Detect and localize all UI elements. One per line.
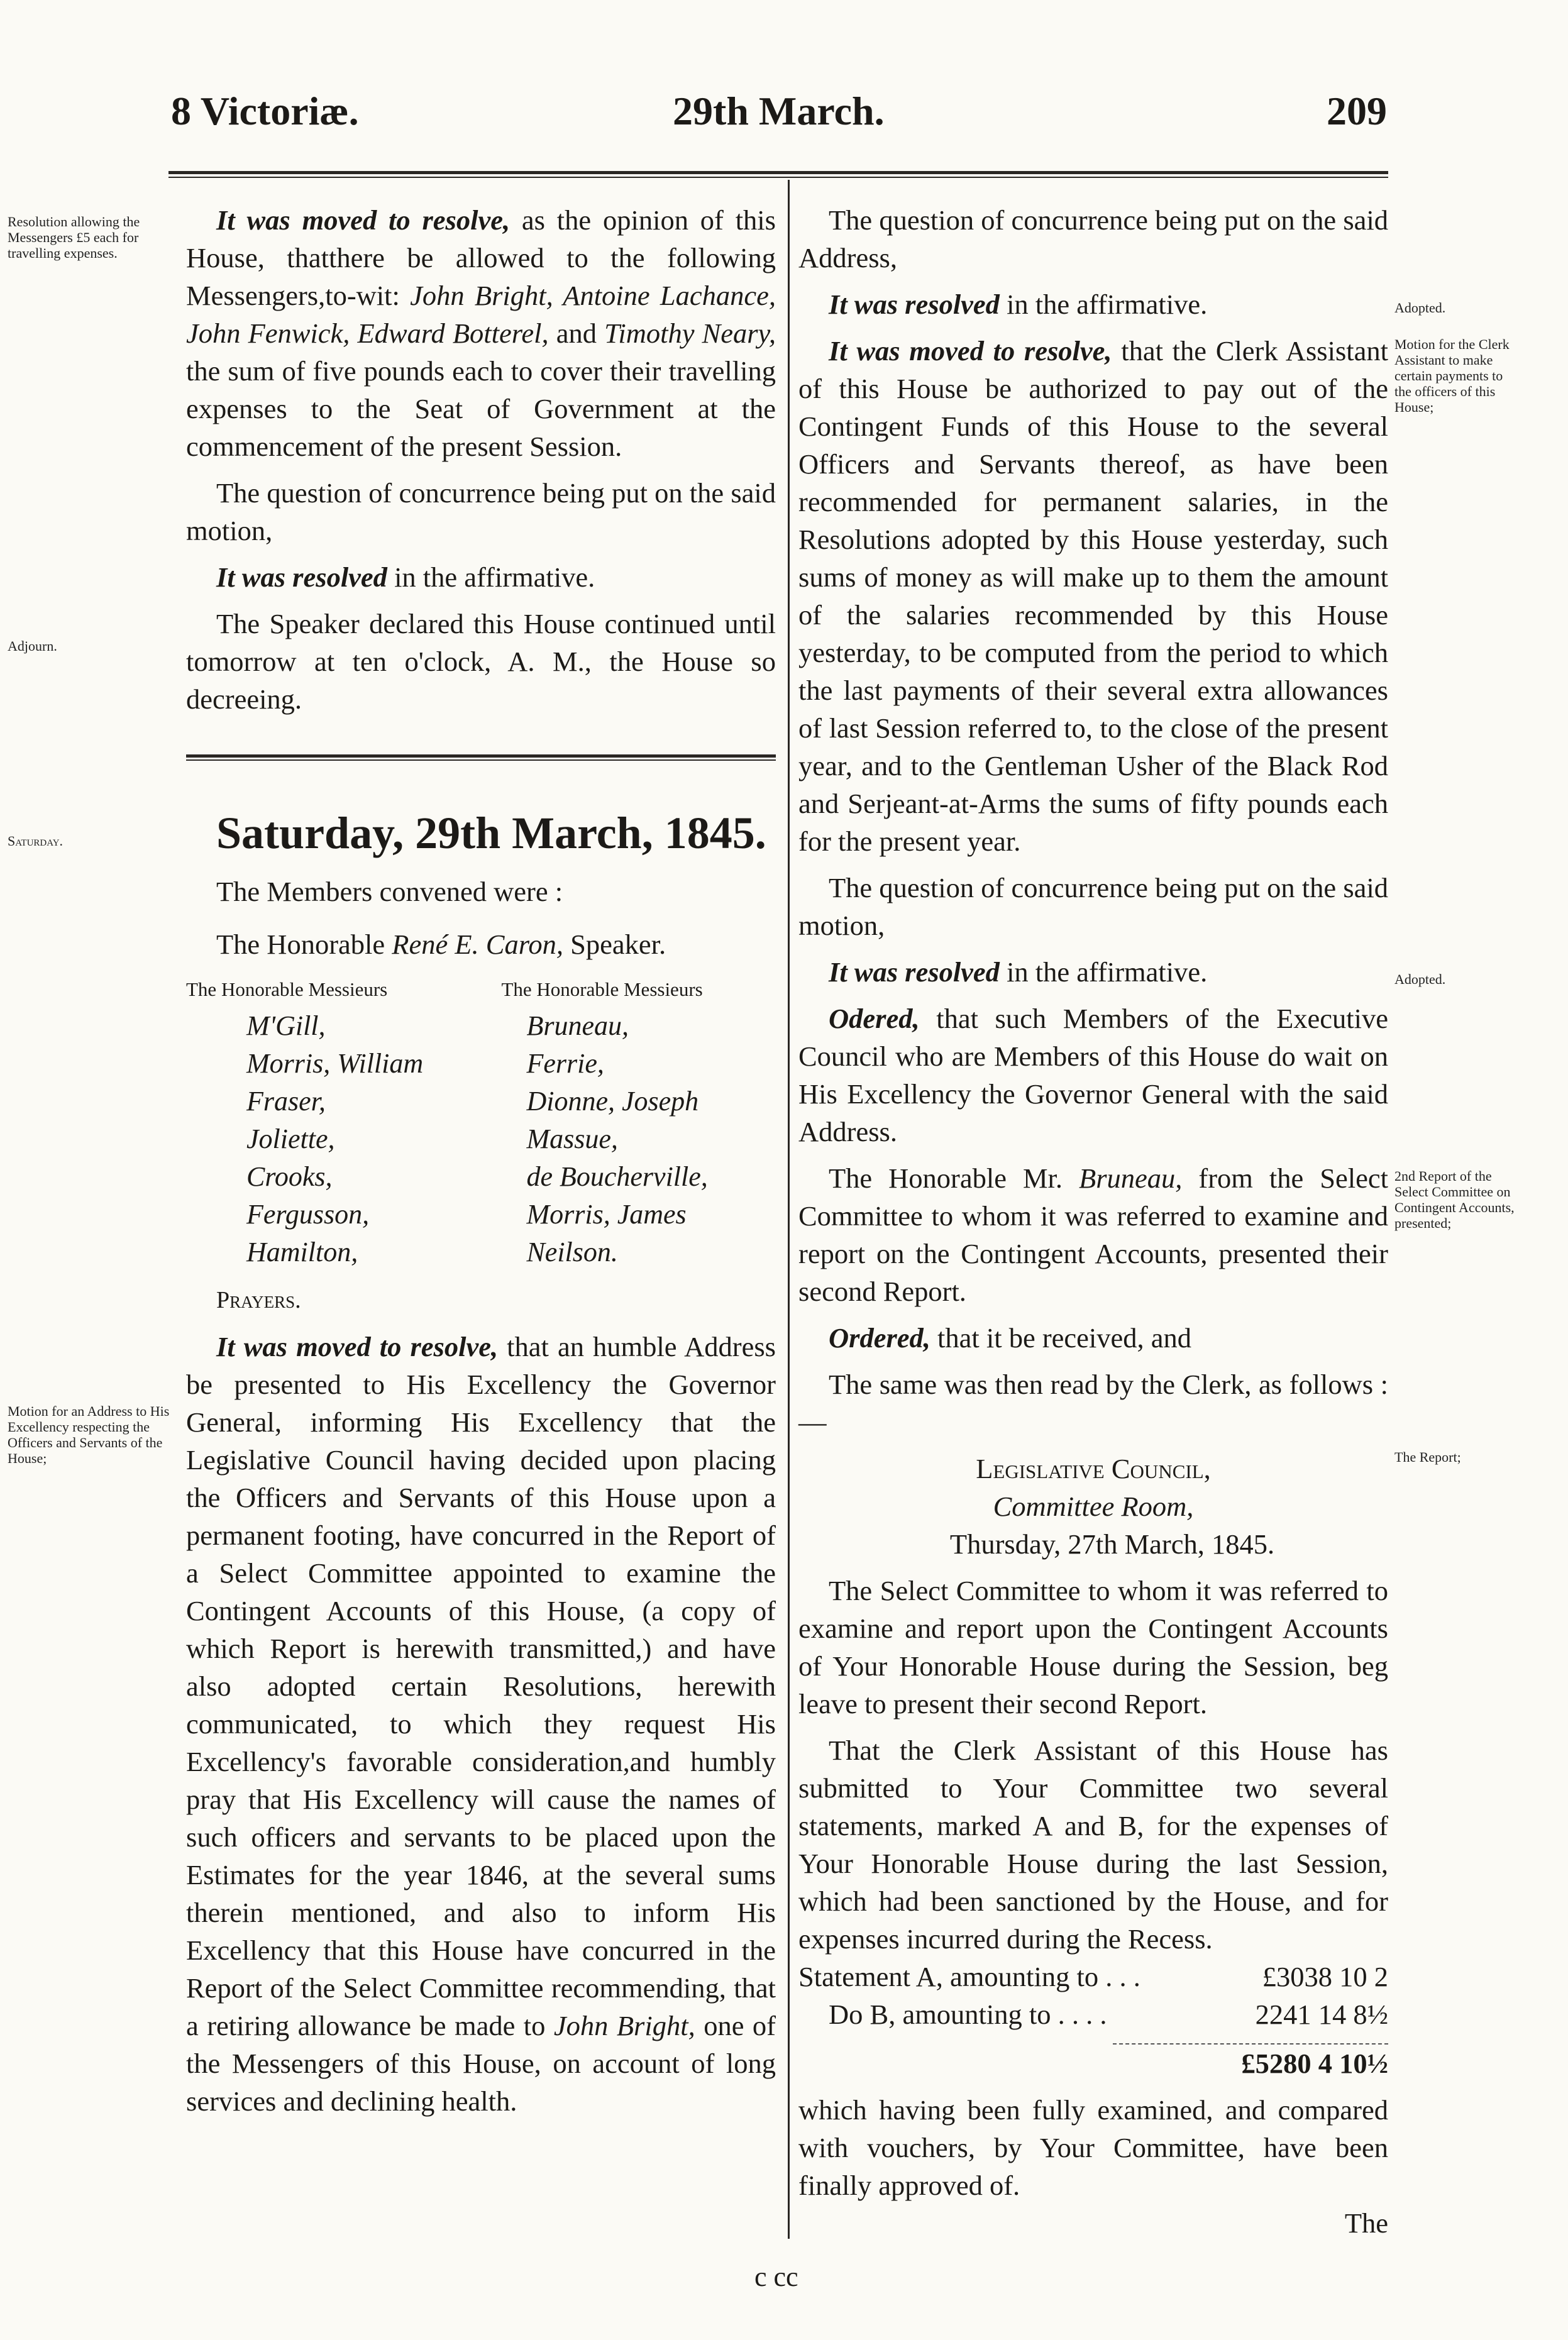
members-col-header-right: The Honorable Messieurs <box>501 978 703 1000</box>
left-column <box>186 201 776 2120</box>
statement-a-label: Statement A, amounting to . . . <box>798 1961 1140 1992</box>
margin-note-adopted-2: Adopted. <box>1394 971 1446 987</box>
concurrence-question-2: The question of concurrence being put on the said Address, <box>798 204 1388 273</box>
member-name: Dionne, Joseph <box>526 1086 699 1117</box>
executive-council-order: Odered, that such Members of the Executive Council who are Members of this House do wait on His Excellency the Governor General with the said Address. <box>798 1003 1388 1147</box>
signature-mark: c cc <box>754 2261 798 2292</box>
member-name: Bruneau, <box>526 1010 629 1041</box>
members-col-header-left: The Honorable Messieurs <box>186 978 388 1000</box>
resolved-1: It was resolved in the affirmative. <box>216 561 595 593</box>
clerk-payment-motion: It was moved to resolve, that the Clerk Assistant of this House be authorized to pay out of the Contingent Funds of this House to the several Officers and Servants thereof, as have been recommended for permanent salaries, in the Resolutions adopted by this House yesterday, such sums of money as will make up to them the amount of the salaries recommended by this House yesterday, to be computed from the period to which the last payments of their several extra allowances of last Session referred to, to the close of the present year, and to the Gentleman Usher of the Black Rod and Serjeant-at-Arms the sums of fifty pounds each for the present year. <box>798 335 1388 857</box>
statement-b-label: Do B, amounting to . . . . <box>829 1999 1107 2030</box>
right-column <box>798 201 1388 2242</box>
member-name: Fraser, <box>246 1086 326 1117</box>
running-head-date: 29th March. <box>673 89 885 133</box>
read-by-clerk: The same was then read by the Clerk, as follows :— <box>798 1369 1388 1438</box>
margin-note-clerk-motion: Motion for the Clerk Assistant to make certain payments to the officers of this House; <box>1394 336 1510 415</box>
concurrence-question-1: The question of concurrence being put on the said motion, <box>186 477 776 546</box>
members-convened: The Members convened were : <box>216 876 563 907</box>
member-name: Crooks, <box>246 1161 333 1192</box>
page-number: 209 <box>1327 89 1387 133</box>
resolved-3: It was resolved in the affirmative. <box>829 956 1208 988</box>
header-rule <box>168 171 1388 174</box>
member-name: Hamilton, <box>246 1237 358 1267</box>
margin-note-adjourn: Adjourn. <box>8 638 57 654</box>
member-name: Ferrie, <box>526 1048 604 1079</box>
received-order: Ordered, that it be received, and <box>829 1322 1192 1354</box>
margin-note-second-report: 2nd Report of the Select Committee on Contingent Accounts, presented; <box>1394 1168 1515 1231</box>
messengers-motion: It was moved to resolve, as the opinion of this House, thatthere be allowed to the following Messengers,to-wit: John Bright, Antoine Lachance, John Fenwick, Edward Botterel, and Timothy Neary, the sum of five pounds each to cover their travelling expenses to the Seat of Government at the commencement of the present Session. <box>186 204 776 462</box>
report-paragraph-3: which having been fully examined, and compared with vouchers, by Your Committee, have been finally approved of. <box>798 2094 1388 2201</box>
column-divider <box>788 180 790 2239</box>
day-heading: Saturday, 29th March, 1845. <box>216 808 766 858</box>
bruneau-report-text: The Honorable Mr. Bruneau, from the Select Committee to whom it was referred to examine and report on the Contingent Accounts, presented their second Report. <box>798 1162 1388 1307</box>
catchword: The <box>1344 2207 1388 2239</box>
statement-a-row <box>798 1958 1388 1995</box>
section-rule <box>186 754 776 758</box>
member-name: Morris, William <box>246 1048 424 1079</box>
statement-b-row <box>798 1995 1388 2033</box>
prayers-heading: Prayers. <box>216 1287 301 1313</box>
member-name: M'Gill, <box>246 1010 326 1041</box>
resolved-2: It was resolved in the affirmative. <box>829 289 1208 320</box>
members-table <box>186 977 776 1271</box>
member-name: Massue, <box>526 1123 618 1154</box>
speaker-line: The Honorable René E. Caron, Speaker. <box>216 929 666 960</box>
report-paragraph-1: The Select Committee to whom it was referred to examine and report upon the Contingent Accounts of Your Honorable House during the Session, beg leave to present their second Report. <box>798 1575 1388 1719</box>
member-name: Joliette, <box>246 1123 335 1154</box>
header-rule-thin <box>168 177 1388 178</box>
member-name: Neilson. <box>526 1237 618 1267</box>
margin-note-address-motion: Motion for an Address to His Excellency respecting the Officers and Servants of the House; <box>8 1403 170 1466</box>
margin-note-saturday: Saturday. <box>8 833 63 849</box>
margin-note-adopted-1: Adopted. <box>1394 300 1446 316</box>
member-name: de Boucherville, <box>526 1161 708 1192</box>
margin-note-messengers: Resolution allowing the Messengers £5 each for travelling expenses. <box>8 214 140 261</box>
report-date: Thursday, 27th March, 1845. <box>949 1528 1275 1560</box>
statement-b-value: 2241 14 8½ <box>1255 1999 1388 2030</box>
concurrence-question-3: The question of concurrence being put on the said motion, <box>798 872 1388 941</box>
running-head-regnal-year: 8 Victoriæ. <box>171 89 359 133</box>
legislative-council-heading: Legislative Council, <box>976 1453 1211 1484</box>
member-name: Fergusson, <box>246 1199 370 1230</box>
section-rule-thin <box>186 759 776 761</box>
report-paragraph-2: That the Clerk Assistant of this House has submitted to Your Committee two several statements, marked A and B, for the expenses of Your Honorable House during the last Session, which had been sanctioned by the House, and for expenses incurred during the Recess. <box>798 1735 1388 1955</box>
statement-a-value: £3038 10 2 <box>1262 1961 1388 1992</box>
statement-total: £5280 4 10½ <box>1113 2043 1388 2082</box>
margin-note-the-report: The Report; <box>1394 1449 1461 1465</box>
adjournment-text: The Speaker declared this House continued until tomorrow at ten o'clock, A. M., the House so decreeing. <box>186 608 776 715</box>
member-name: Morris, James <box>526 1199 687 1230</box>
committee-room: Committee Room, <box>993 1491 1194 1522</box>
address-motion: It was moved to resolve, that an humble Address be presented to His Excellency the Governor General, informing His Excellency that the Legislative Council having decided upon placing the Officers and Servants of this House upon a permanent footing, have concurred in the Report of a Select Committee appointed to examine the Contingent Accounts of this House, (a copy of which Report is herewith transmitted,) and have also adopted certain Resolutions, herewith communicated, to which they request His Excellency's favorable consideration,and humbly pray that His Excellency will cause the names of such officers and servants to be placed upon the Estimates for the year 1846, at the several sums therein mentioned, and also to inform His Excellency that this House have concurred in the Report of the Select Committee recommending, that a retiring allowance be made to John Bright, one of the Messengers of this House, on account of long services and declining health. <box>186 1331 776 2117</box>
